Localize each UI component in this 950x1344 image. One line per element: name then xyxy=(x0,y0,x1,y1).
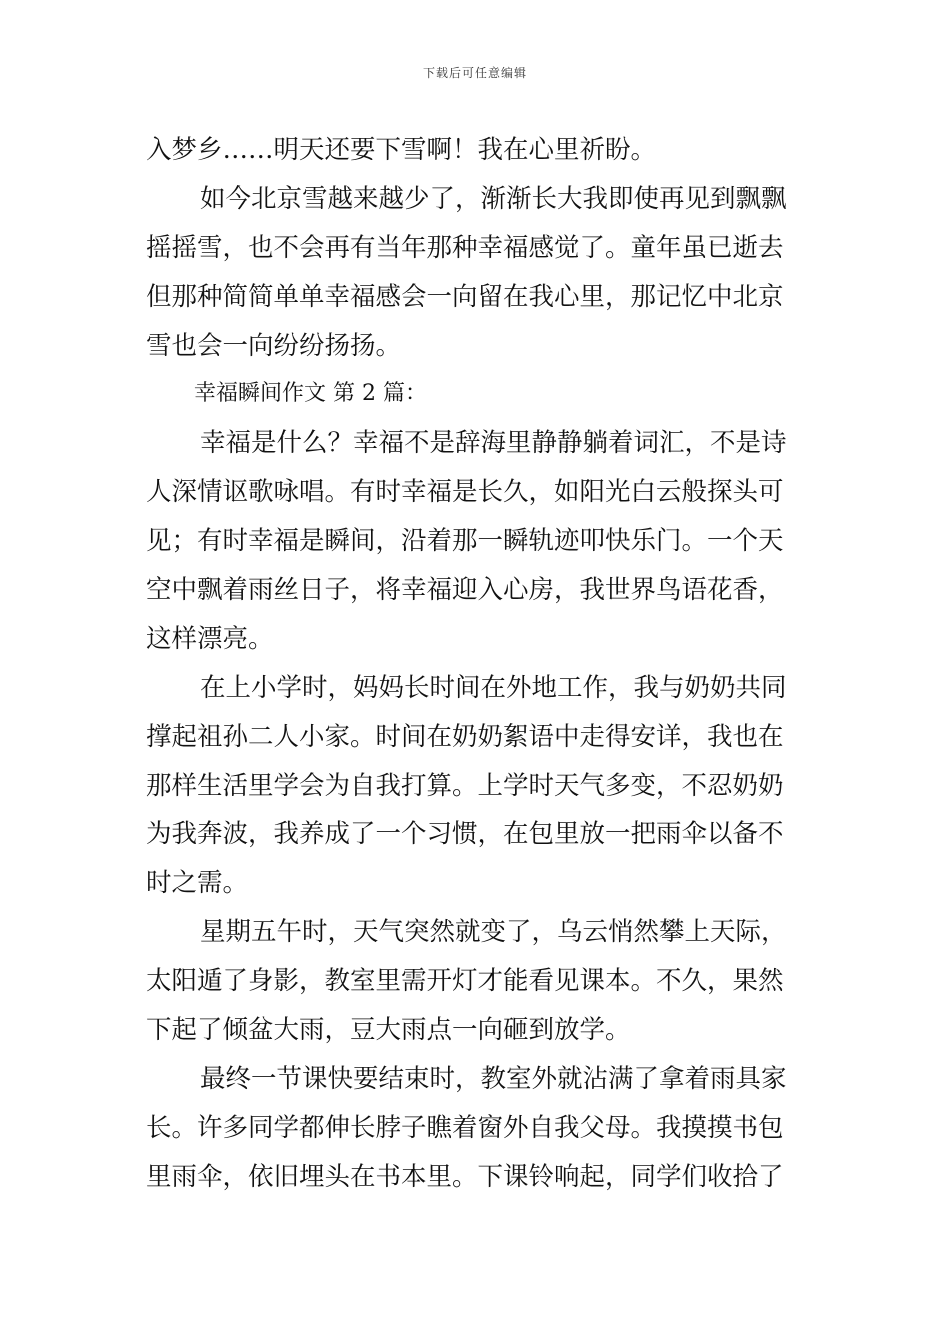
text-line: 为我奔波，我养成了一个习惯，在包里放一把雨伞以备不 xyxy=(146,819,784,850)
paragraph-start: 在上小学时，妈妈长时间在外地工作，我与奶奶共同 xyxy=(200,672,787,703)
document-body xyxy=(146,126,808,1202)
header-note: 下载后可任意编辑 xyxy=(422,66,527,80)
text-line: 这样漂亮。 xyxy=(146,623,274,654)
text-line: 入梦乡……明天还要下雪啊！我在心里祈盼。 xyxy=(146,135,657,165)
text-line: 太阳遁了身影，教室里需开灯才能看见课本。不久，果然 xyxy=(146,966,784,997)
text-line: 空中飘着雨丝日子，将幸福迎入心房，我世界鸟语花香， xyxy=(146,575,784,606)
text-line: 下起了倾盆大雨，豆大雨点一向砸到放学。 xyxy=(146,1015,631,1046)
text-line: 人深情讴歌咏唱。有时幸福是长久，如阳光白云般探头可 xyxy=(146,477,784,508)
text-line: 但那种简简单单幸福感会一向留在我心里，那记忆中北京 xyxy=(146,281,784,312)
paragraph-start: 幸福是什么？幸福不是辞海里静静躺着词汇，不是诗 xyxy=(200,428,787,459)
text-line: 雪也会一向纷纷扬扬。 xyxy=(146,330,402,361)
text-line: 见；有时幸福是瞬间，沿着那一瞬轨迹叩快乐门。一个天 xyxy=(146,526,784,557)
text-line: 那样生活里学会为自我打算。上学时天气多变，不忍奶奶 xyxy=(146,770,784,801)
text-line: 摇摇雪，也不会再有当年那种幸福感觉了。童年虽已逝去 xyxy=(146,232,784,263)
paragraph-start: 如今北京雪越来越少了，渐渐长大我即使再见到飘飘 xyxy=(200,183,787,214)
text-line: 撑起祖孙二人小家。时间在奶奶絮语中走得安详，我也在 xyxy=(146,721,784,752)
paragraph-start: 星期五午时，天气突然就变了，乌云悄然攀上天际， xyxy=(200,917,787,948)
text-line: 时之需。 xyxy=(146,868,249,899)
paragraph-start: 最终一节课快要结束时，教室外就沾满了拿着雨具家 xyxy=(200,1063,787,1094)
text-line: 里雨伞，依旧埋头在书本里。下课铃响起，同学们收拾了 xyxy=(146,1161,784,1192)
text-line: 长。许多同学都伸长脖子瞧着窗外自我父母。我摸摸书包 xyxy=(146,1112,784,1143)
section-heading: 幸福瞬间作文 第 2 篇： xyxy=(194,381,427,407)
